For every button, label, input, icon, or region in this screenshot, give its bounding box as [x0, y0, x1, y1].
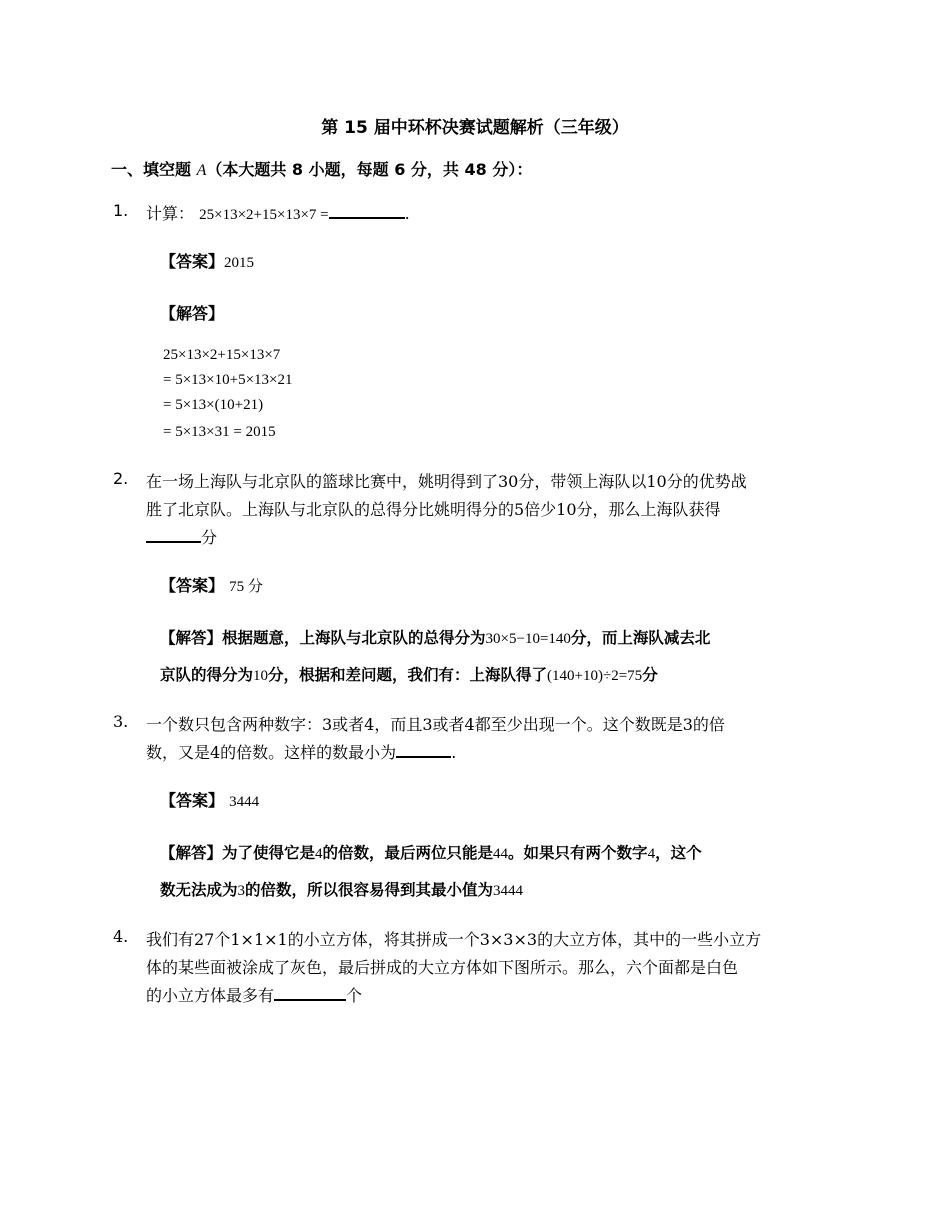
q1-number: 1. — [113, 201, 129, 220]
q3-answer-blank — [396, 741, 451, 758]
q1-step-2: = 5×13×10+5×13×21 — [163, 372, 293, 388]
section-prefix: 一、填空题 — [111, 160, 197, 179]
q2-line-1: 在一场上海队与北京队的篮球比赛中，姚明得到了30分，带领上海队以10分的优势战 — [146, 472, 747, 491]
q2-line-3-end: 分 — [201, 528, 218, 547]
q1-step-1: 25×13×2+15×13×7 — [163, 347, 281, 363]
q1-answer — [160, 249, 254, 272]
q3-answer-value: 3444 — [229, 794, 260, 810]
q4-line-3: 的小立方体最多有 个 — [146, 986, 363, 1005]
q1-answer-blank — [329, 202, 405, 219]
q4-number: 4. — [113, 927, 129, 946]
page-title: 第 15 届中环杯决赛试题解析（三年级） — [321, 118, 629, 138]
q1-label: 计算： — [146, 204, 195, 223]
q2-solution-line-2: 京队的得分为10分，根据和差问题，我们有：上海队得了(140+10)÷2=75分 — [160, 666, 658, 684]
q2-answer-value: 75 分 — [229, 579, 263, 595]
section-heading — [111, 157, 532, 180]
q1-solution-label: 【解答】 — [160, 304, 225, 323]
q3-solution-line-1: 【解答】为了使得它是4的倍数，最后两位只能是44。如果只有两个数字4，这个 — [160, 844, 702, 862]
q3-number: 3. — [113, 712, 129, 731]
q3-answer-label: 【答案】 — [160, 791, 225, 810]
q2-line-3 — [146, 525, 217, 548]
q1-text — [146, 201, 410, 224]
q2-line-2: 胜了北京队。上海队与北京队的总得分比姚明得分的5倍少10分，那么上海队获得 — [146, 500, 721, 519]
q4-answer-blank — [274, 984, 346, 1001]
q3-line-2: 数，又是4的倍数。这样的数最小为 . — [146, 743, 457, 762]
q2-solution-line-1: 【解答】根据题意，上海队与北京队的总得分为30×5−10=140分，而上海队减去北 — [160, 629, 711, 647]
q1-step-4: = 5×13×31 = 2015 — [163, 424, 276, 440]
section-letter: A — [196, 162, 207, 179]
q1-end: . — [404, 204, 410, 223]
q2-number: 2. — [113, 469, 129, 488]
q1-expression: 25×13×2+15×13×7 = — [199, 207, 329, 223]
q2-answer — [160, 573, 263, 596]
q4-line-1: 我们有27个1×1×1的小立方体，将其拼成一个3×3×3的大立方体，其中的一些小立方 — [146, 930, 762, 949]
q3-solution-line-2: 数无法成为3的倍数，所以很容易得到其最小值为3444 — [160, 881, 524, 899]
q1-answer-label: 【答案】 — [160, 252, 225, 271]
q1-step-3: = 5×13×(10+21) — [163, 397, 264, 413]
q2-answer-blank — [146, 526, 201, 543]
q3-line-1: 一个数只包含两种数字：3或者4，而且3或者4都至少出现一个。这个数既是3的倍 — [146, 715, 725, 734]
section-suffix: （本大题共 8 小题，每题 6 分，共 48 分）： — [206, 160, 533, 179]
q2-answer-label: 【答案】 — [160, 576, 225, 595]
q4-line-2: 体的某些面被涂成了灰色，最后拼成的大立方体如下图所示。那么，六个面都是白色 — [146, 958, 739, 977]
q1-answer-value: 2015 — [224, 255, 255, 271]
q3-answer — [160, 788, 259, 811]
